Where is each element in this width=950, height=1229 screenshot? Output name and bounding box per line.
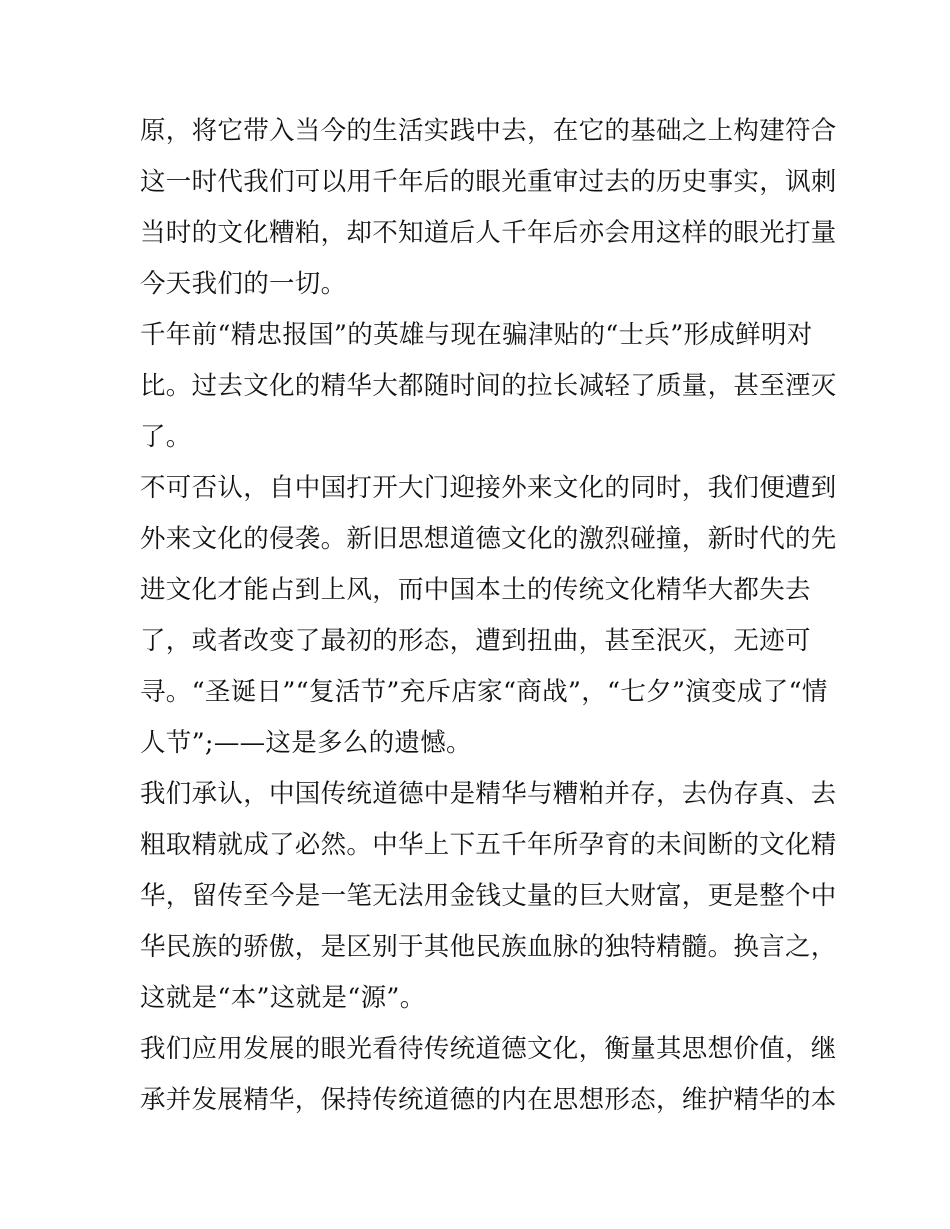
text-line: 了，或者改变了最初的形态，遭到扭曲，甚至泯灭，无迹可	[140, 626, 811, 656]
text-line: 承并发展精华，保持传统道德的内在思想形态，维护精华的本	[140, 1085, 837, 1115]
document-body	[140, 106, 837, 1126]
text-line: 不可否认，自中国打开大门迎接外来文化的同时，我们便遭到	[140, 473, 837, 503]
text-line: 进文化才能占到上风，而中国本土的传统文化精华大都失去	[140, 575, 811, 605]
text-line: 华民族的骄傲，是区别于其他民族血脉的独特精髓。换言之，	[140, 932, 837, 962]
text-line: 外来文化的侵袭。新旧思想道德文化的激烈碰撞，新时代的先	[140, 524, 837, 554]
text-line: 寻。“圣诞日”“复活节”充斥店家“商战”，“七夕”演变成了“情	[140, 677, 828, 707]
text-line: 我们承认，中国传统道德中是精华与糟粕并存，去伪存真、去	[140, 779, 837, 809]
text-line: 这就是“本”这就是“源”。	[140, 983, 426, 1013]
text-line: 粗取精就成了必然。中华上下五千年所孕育的未间断的文化精	[140, 830, 837, 860]
text-line: 我们应用发展的眼光看待传统道德文化，衡量其思想价值，继	[140, 1034, 837, 1064]
text-line: 了。	[140, 422, 192, 452]
text-line: 千年前“精忠报国”的英雄与现在骗津贴的“士兵”形成鲜明对	[140, 320, 813, 350]
text-line: 原，将它带入当今的生活实践中去，在它的基础之上构建符合	[140, 116, 837, 146]
text-line: 当时的文化糟粕，却不知道后人千年后亦会用这样的眼光打量	[140, 218, 837, 248]
text-line: 今天我们的一切。	[140, 269, 347, 299]
text-line: 人节”;——这是多么的遗憾。	[140, 728, 472, 758]
text-line: 这一时代我们可以用千年后的眼光重审过去的历史事实，讽刺	[140, 167, 837, 197]
text-line: 比。过去文化的精华大都随时间的拉长减轻了质量，甚至湮灭	[140, 371, 837, 401]
text-line: 华，留传至今是一笔无法用金钱丈量的巨大财富，更是整个中	[140, 881, 837, 911]
